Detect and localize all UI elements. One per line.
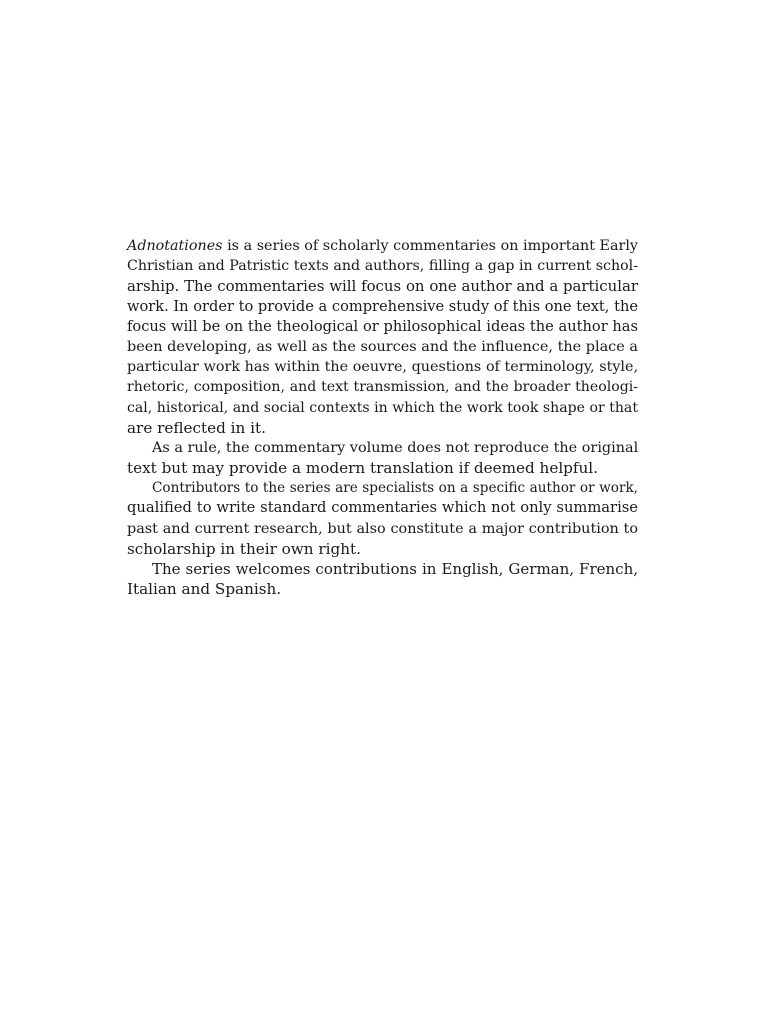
text-line: focus will be on the theological or philosophical ideas the author has xyxy=(127,317,638,335)
paragraph-series-intro xyxy=(127,236,638,438)
text-line: text but may provide a modern translation if deemed helpful. xyxy=(127,459,598,478)
text-line: scholarship in their own right. xyxy=(127,539,361,558)
text-line xyxy=(127,236,638,256)
paragraph-languages xyxy=(127,559,638,599)
text-line: Italian and Spanish. xyxy=(127,580,282,599)
text-line: The series welcomes contributions in English, German, French, xyxy=(152,560,638,578)
text-line: arship. The commentaries will focus on one author and a particular xyxy=(127,277,638,296)
text-line: are reflected in it. xyxy=(127,418,266,437)
text-line: qualified to write standard commentaries which not only summarise xyxy=(127,499,638,517)
paragraph-contributors xyxy=(127,478,638,559)
text-line: been developing, as well as the sources and the influence, the place a xyxy=(127,338,638,355)
text-line: work. In order to provide a comprehensive study of this one text, the xyxy=(127,297,638,315)
text-line: Contributors to the series are specialists on a specific author or work, xyxy=(152,480,638,497)
series-name: Adnotationes xyxy=(127,238,223,254)
text-line: particular work has within the oeuvre, questions of terminology, style, xyxy=(127,359,638,376)
text-line: As a rule, the commentary volume does not reproduce the original xyxy=(152,439,639,456)
text-line: rhetoric, composition, and text transmission, and the broader theologi- xyxy=(127,379,638,396)
text-line: cal, historical, and social contexts in which the work took shape or that xyxy=(127,399,638,416)
paragraph-translation-policy xyxy=(127,438,638,478)
series-description xyxy=(127,236,638,599)
text-line: past and current research, but also constitute a major contribution to xyxy=(127,520,638,537)
text-line: Christian and Patristic texts and authors, filling a gap in current schol- xyxy=(127,258,638,275)
text-line-rest: is a series of scholarly commentaries on important Early xyxy=(222,238,638,254)
